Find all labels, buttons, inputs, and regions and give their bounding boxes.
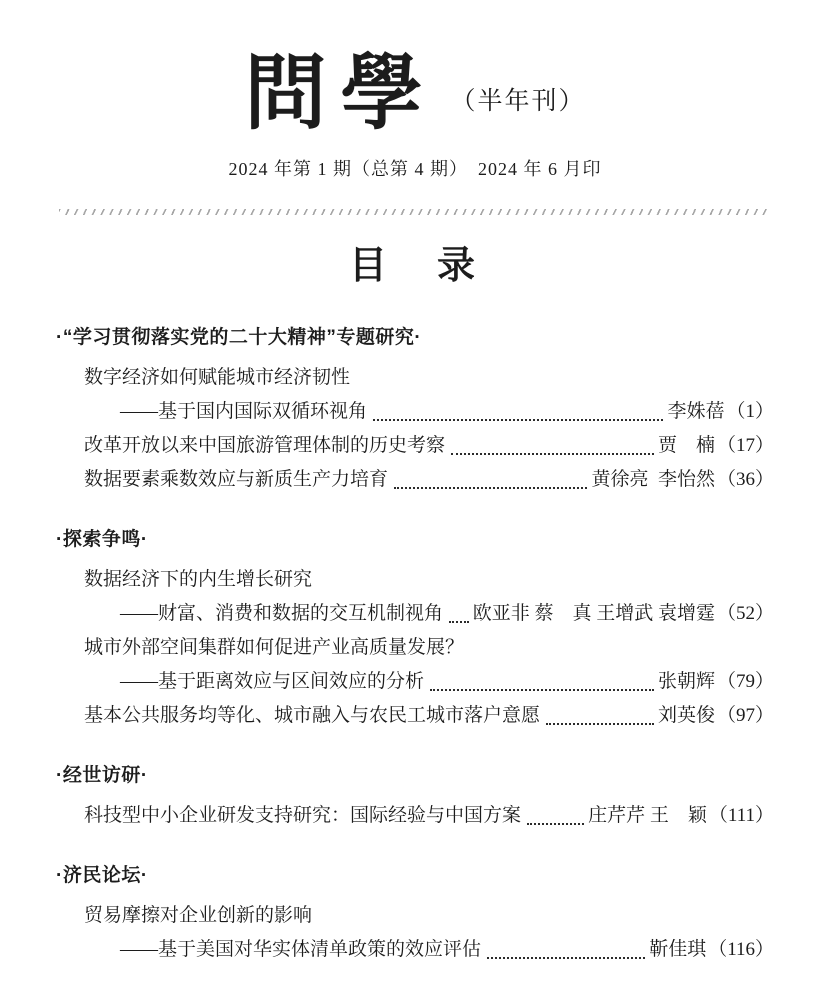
toc-entry-line	[56, 395, 774, 429]
toc-entry-line	[56, 665, 774, 699]
issue-info: 2024 年第 1 期（总第 4 期） 2024 年 6 月印	[228, 159, 602, 179]
toc-section-1	[56, 321, 774, 497]
section-heading: ·济民论坛·	[56, 865, 148, 886]
article-page: （116）	[708, 939, 774, 960]
toc-section-2	[56, 523, 774, 733]
article-subtitle: ——财富、消费和数据的交互机制视角	[120, 603, 444, 624]
toc-entry-line	[56, 799, 774, 833]
toc-section-3	[56, 759, 774, 833]
dot-leader	[394, 487, 587, 489]
article-title: 改革开放以来中国旅游管理体制的历史考察	[84, 435, 446, 456]
article-authors: 贾 楠	[657, 435, 715, 456]
toc-entry	[56, 429, 774, 463]
article-authors: 李姝蓓	[667, 401, 725, 422]
journal-title-row	[0, 40, 830, 145]
article-page: （1）	[726, 401, 774, 422]
toc-entry	[56, 563, 774, 631]
hatch-divider	[59, 209, 771, 215]
toc-title: 目 录	[348, 245, 481, 287]
dot-leader	[430, 689, 654, 691]
article-title: 基本公共服务均等化、城市融入与农民工城市落户意愿	[84, 705, 541, 726]
article-title: 贸易摩擦对企业创新的影响	[84, 905, 313, 926]
article-title: 城市外部空间集群如何促进产业高质量发展？	[84, 637, 465, 658]
toc-entry	[56, 631, 774, 699]
toc-entry	[56, 899, 774, 967]
toc-entry-line	[56, 933, 774, 967]
article-title: 数据经济下的内生增长研究	[84, 569, 313, 590]
section-heading: ·探索争鸣·	[56, 529, 148, 550]
dot-leader	[373, 419, 663, 421]
article-authors: 张朝辉	[657, 671, 715, 692]
dot-leader	[487, 957, 645, 959]
article-authors: 靳佳琪	[649, 939, 707, 960]
toc-list	[0, 291, 830, 967]
journal-frequency: （半年刊）	[450, 87, 586, 115]
article-authors: 庄芹芹 王 颖	[588, 805, 707, 826]
section-heading: ·“学习贯彻落实党的二十大精神”专题研究·	[56, 327, 422, 348]
article-authors: 刘英俊	[657, 705, 715, 726]
toc-entry-line	[56, 463, 774, 497]
toc-entry	[56, 463, 774, 497]
dot-leader	[451, 453, 654, 455]
section-heading: ·经世访研·	[56, 765, 148, 786]
toc-entry	[56, 799, 774, 833]
dot-leader	[546, 723, 654, 725]
article-page: （52）	[716, 603, 774, 624]
toc-entry	[56, 361, 774, 429]
article-title: 数字经济如何赋能城市经济韧性	[84, 367, 351, 388]
article-title: 科技型中小企业研发支持研究：国际经验与中国方案	[84, 805, 522, 826]
article-subtitle: ——基于美国对华实体清单政策的效应评估	[120, 939, 482, 960]
toc-entry-line	[56, 597, 774, 631]
article-subtitle: ——基于国内国际双循环视角	[120, 401, 368, 422]
article-authors: 欧亚非 蔡 真 王增武 袁增霆	[472, 603, 715, 624]
article-subtitle: ——基于距离效应与区间效应的分析	[120, 671, 425, 692]
article-page: （111）	[708, 805, 774, 826]
journal-title: 問學	[244, 44, 437, 141]
toc-entry-line	[56, 429, 774, 463]
article-title: 数据要素乘数效应与新质生产力培育	[84, 469, 389, 490]
article-page: （79）	[716, 671, 774, 692]
toc-entry-line	[56, 699, 774, 733]
journal-masthead	[0, 40, 830, 181]
article-authors: 黄徐亮 李怡然	[591, 469, 715, 490]
dot-leader	[527, 823, 584, 825]
article-page: （36）	[716, 469, 774, 490]
toc-section-4	[56, 859, 774, 967]
toc-entry	[56, 699, 774, 733]
article-page: （97）	[716, 705, 774, 726]
dot-leader	[449, 621, 469, 623]
article-page: （17）	[716, 435, 774, 456]
